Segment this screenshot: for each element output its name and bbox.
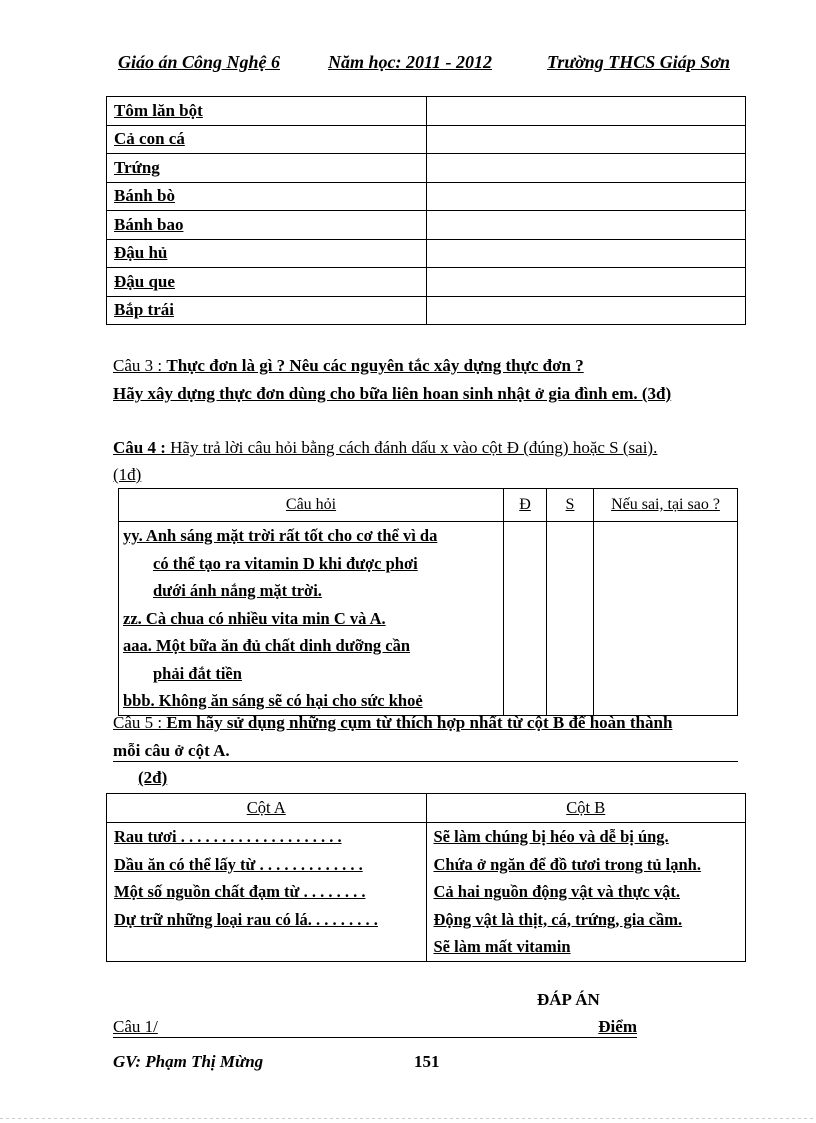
header-true: Đ xyxy=(504,489,547,522)
question-line: bbb. Không ăn sáng sẽ có hại cho sức khoẻ xyxy=(123,691,423,710)
header-col-b: Cột B xyxy=(426,794,746,823)
footer-teacher: GV: Phạm Thị Mừng xyxy=(113,1052,264,1071)
header-false: S xyxy=(547,489,594,522)
question-5 xyxy=(113,712,672,734)
answer-cell xyxy=(427,268,746,297)
answer-cell xyxy=(427,125,746,154)
header-subject: Giáo án Công Nghệ 6 xyxy=(118,52,281,72)
answer-cau1: Câu 1/ xyxy=(113,1017,158,1036)
col-a-item: Dự trữ những loại rau có lá. . . . . . . . . xyxy=(114,909,378,929)
food-name: Bánh bò xyxy=(107,182,427,211)
matching-table xyxy=(106,793,746,962)
header-question: Câu hỏi xyxy=(119,489,504,522)
col-a-item: Một số nguồn chất đạm từ . . . . . . . . xyxy=(114,882,366,901)
question-line: có thể tạo ra vitamin D khi được phơi xyxy=(153,553,418,573)
question-4-label: Câu 4 : xyxy=(113,438,171,457)
question-line: zz. Cà chua có nhiều vita min C và A. xyxy=(123,608,386,628)
question-4-points: (1đ) xyxy=(113,465,142,484)
true-false-table xyxy=(118,488,738,716)
question-line: yy. Anh sáng mặt trời rất tốt cho cơ thể vì da xyxy=(123,526,438,545)
food-name: Bắp trái xyxy=(107,296,427,325)
answer-cell xyxy=(427,296,746,325)
question-4 xyxy=(113,437,657,459)
col-b-item: Sẽ làm mất vitamin xyxy=(433,937,571,956)
true-cell xyxy=(504,522,547,716)
col-b-item: Chứa ở ngăn để đồ tươi trong tủ lạnh. xyxy=(433,854,701,874)
table-row xyxy=(107,268,746,297)
col-b-item: Sẽ làm chúng bị héo và dễ bị úng. xyxy=(433,827,669,846)
answer-title: ĐÁP ÁN xyxy=(537,990,600,1009)
col-a-item: Dầu ăn có thể lấy từ . . . . . . . . . . . . . xyxy=(114,854,363,874)
food-name: Tôm lăn bột xyxy=(107,97,427,126)
col-b-cell xyxy=(426,823,746,962)
question-5-label: Câu 5 : xyxy=(113,713,167,732)
question-5-text: Em hãy sử dụng những cụm từ thích hợp nhất từ cột B để hoàn thành xyxy=(166,713,673,732)
question-3-text: Thực đơn là gì ? Nêu các nguyên tắc xây dựng thực đơn ? xyxy=(166,356,584,375)
table-row xyxy=(107,97,746,126)
question-line: dưới ánh nắng mặt trời. xyxy=(153,581,322,600)
col-b-item: Động vật là thịt, cá, trứng, gia cầm. xyxy=(433,909,683,929)
question-line: phải đắt tiền xyxy=(153,663,242,683)
food-name: Đậu hủ xyxy=(107,239,427,268)
false-cell xyxy=(547,522,594,716)
table-row xyxy=(107,239,746,268)
question-3 xyxy=(113,355,584,377)
question-4-text: Hãy trả lời câu hỏi bằng cách đánh dấu x vào cột Đ (đúng) hoặc S (sai). xyxy=(170,438,658,457)
col-b-item: Cả hai nguồn động vật và thực vật. xyxy=(433,882,680,901)
header-school-year: Năm học: 2011 - 2012 xyxy=(328,52,492,72)
question-5-text-2: mỗi câu ở cột A. xyxy=(113,741,230,760)
answer-cell xyxy=(427,239,746,268)
reason-cell xyxy=(594,522,738,716)
table-row xyxy=(107,211,746,240)
question-line: aaa. Một bữa ăn đủ chất dinh dưỡng cần xyxy=(123,636,411,655)
question-5-text-cont xyxy=(113,740,738,762)
question-3-label: Câu 3 : xyxy=(113,356,167,375)
answer-line xyxy=(113,1016,637,1038)
questions-cell xyxy=(119,522,504,716)
table-row xyxy=(107,154,746,183)
question-5-points: (2đ) xyxy=(138,768,168,787)
food-name: Bánh bao xyxy=(107,211,427,240)
page-edge xyxy=(0,1118,816,1119)
food-name: Trứng xyxy=(107,154,427,183)
col-a-item: Rau tươi . . . . . . . . . . . . . . . . . . . . xyxy=(114,827,342,846)
table-row xyxy=(107,182,746,211)
food-name: Đậu que xyxy=(107,268,427,297)
table-row xyxy=(107,296,746,325)
answer-score: Điểm xyxy=(598,1017,637,1036)
page-number: 151 xyxy=(414,1052,440,1071)
table-row xyxy=(107,125,746,154)
food-name: Cả con cá xyxy=(107,125,427,154)
answer-cell xyxy=(427,182,746,211)
question-3-task: Hãy xây dựng thực đơn dùng cho bữa liên hoan sinh nhật ở gia đình em. (3đ) xyxy=(113,384,672,403)
answer-cell xyxy=(427,211,746,240)
col-a-cell xyxy=(107,823,427,962)
header-school-name: Trường THCS Giáp Sơn xyxy=(547,52,730,72)
food-table xyxy=(106,96,746,325)
question-5-points-wrap xyxy=(113,767,167,789)
header-col-a: Cột A xyxy=(107,794,427,823)
answer-cell xyxy=(427,154,746,183)
answer-cell xyxy=(427,97,746,126)
header-reason: Nếu sai, tại sao ? xyxy=(594,489,738,522)
